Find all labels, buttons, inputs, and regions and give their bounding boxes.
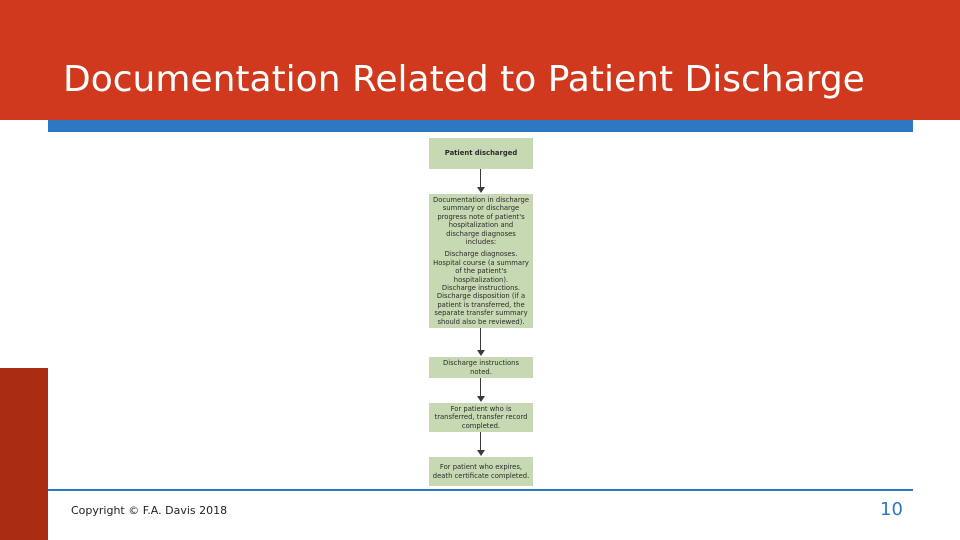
- footer-divider: [48, 489, 913, 491]
- flow-arrow-1: [479, 169, 483, 193]
- flow-step-death-certificate: [429, 457, 533, 486]
- flow-step-1-label: Patient discharged: [444, 149, 518, 158]
- flow-arrow-2: [479, 328, 483, 356]
- flow-step-2-item-2: Hospital course (a summary of the patient's hospitalization).: [433, 258, 529, 284]
- flow-step-documentation: [429, 194, 533, 328]
- flow-step-2-item-1: Discharge diagnoses.: [444, 250, 518, 259]
- flow-arrow-3: [479, 378, 483, 402]
- left-accent-bar: [0, 368, 48, 540]
- flow-step-4-label: For patient who is transferred, transfer record completed.: [434, 404, 528, 430]
- flow-step-5-label: For patient who expires, death certificate completed.: [432, 463, 530, 480]
- copyright-text: Copyright © F.A. Davis 2018: [71, 504, 228, 517]
- flow-step-instructions-noted: [429, 357, 533, 378]
- flow-step-2-item-3: Discharge instructions.: [441, 283, 521, 292]
- title-underline-bar: [48, 120, 913, 132]
- flow-step-2-intro: Documentation in discharge summary or discharge progress note of patient's hospitalization and discharge diagnoses includes:: [432, 196, 530, 247]
- page-number: 10: [880, 499, 903, 520]
- flow-step-transfer-record: [429, 403, 533, 432]
- flow-step-patient-discharged: [429, 138, 533, 169]
- flow-step-2-item-4: Discharge disposition (if a patient is transferred, the separate transfer summary should also be reviewed).: [434, 292, 528, 326]
- slide-title: Documentation Related to Patient Discharge: [63, 59, 865, 100]
- flow-arrow-4: [479, 432, 483, 456]
- title-bar: [0, 0, 960, 120]
- flow-step-3-label: Discharge instructions noted.: [442, 359, 519, 376]
